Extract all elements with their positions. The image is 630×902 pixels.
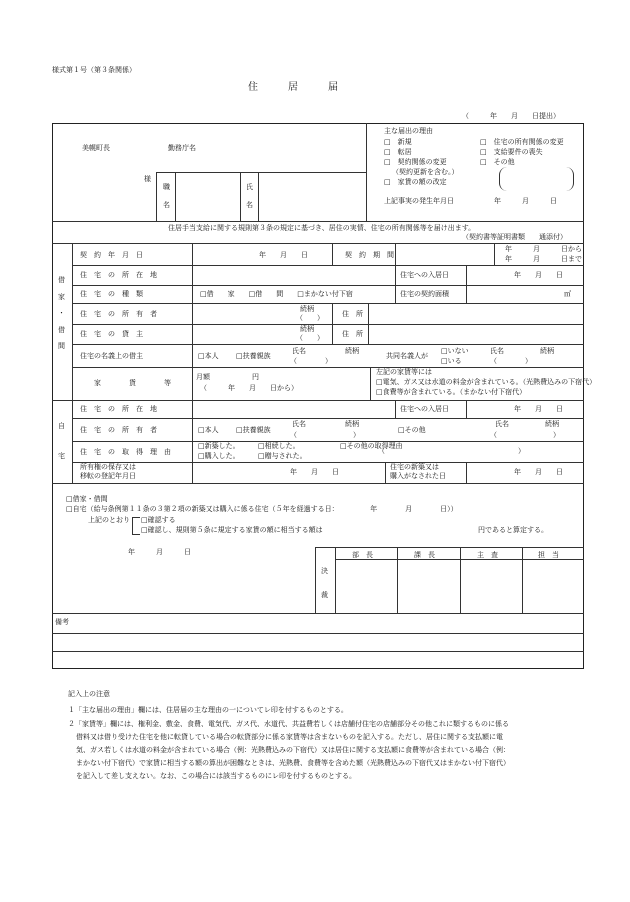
rent-side-4: 借	[58, 326, 65, 334]
kessai-1: 決	[321, 567, 328, 575]
type-options[interactable]: □借 家 □借 間 □まかない付下宿	[200, 290, 353, 298]
own-location-label: 住 宅 の 所 在 地	[80, 405, 157, 413]
own-side-1: 自	[58, 422, 65, 430]
rent-side-3: ・	[58, 309, 65, 317]
reason-new[interactable]: □ 新規	[384, 138, 412, 146]
reason-owner-change[interactable]: □ 住宅の所有関係の変更	[480, 138, 564, 146]
reason-contract-note: （契約更新を含む。）	[392, 168, 459, 176]
form-title: 住 居 届	[248, 82, 338, 93]
own-side-2: 宅	[58, 452, 65, 460]
monthly-amount[interactable]: 月額 円	[196, 373, 259, 381]
remarks-label: 備考	[55, 618, 69, 626]
reason-move[interactable]: □ 転居	[384, 148, 412, 156]
rent-side-2: 家	[58, 293, 65, 301]
period-to[interactable]: 年 月 日まで	[505, 255, 582, 263]
lessee-paren[interactable]: （ ）	[290, 357, 332, 365]
role-tanto: 担 当	[538, 551, 559, 559]
note-2b: 借料又は借り受けた住宅を他に転貸している場合の転貸部分に係る家賃等は含まないものを記入する。ただし、居住に関する支払額に電	[76, 733, 503, 741]
note-1: １「主な届出の理由」欄には、住居届の主な理由の一についてレ印を付するものとする。	[68, 706, 348, 714]
shi-label: 氏	[246, 183, 253, 191]
cotenant-none[interactable]: □いない	[441, 347, 469, 355]
check-yen: 円であると算定する。	[478, 526, 548, 534]
included-utilities[interactable]: □電気、ガス又は水道の料金が含まれている。（光熱費込みの下宿代）	[376, 378, 597, 386]
note-2c: 気、ガス若しくは水道の料金が含まれている場合（例：光熱費込みの下宿代）又は居住に関する支払額に食費等が含まれている場合（例：	[76, 746, 510, 754]
acq-other-paren[interactable]: （ ）	[378, 447, 525, 455]
contract-date-value[interactable]: 年 月 日	[259, 251, 308, 259]
own-owner-name-label: 氏名	[292, 420, 306, 428]
acq-gift[interactable]: □贈与された。	[258, 452, 307, 460]
own-owner-other-name: 氏名	[495, 420, 509, 428]
acq-new[interactable]: □新築した。	[198, 442, 240, 450]
check-date[interactable]: 年 月 日	[128, 548, 191, 556]
check-rent[interactable]: □借家・借間	[66, 495, 108, 503]
included-meals[interactable]: □食費等が含まれている。（まかない付下宿代）	[376, 388, 527, 396]
role-kacho: 課 長	[414, 551, 435, 559]
occur-date[interactable]: 年 月 日	[494, 197, 557, 205]
own-movein-date[interactable]: 年 月 日	[514, 405, 563, 413]
cotenant-label: 共同名義人が	[386, 352, 428, 360]
own-owner-self[interactable]: □本人	[198, 426, 219, 434]
mei2-label: 名	[246, 201, 253, 209]
lender-zokugara: 続柄	[300, 325, 314, 333]
acq-other[interactable]: □その他の取得理由	[340, 442, 403, 450]
contract-date-label: 契 約 年 月 日	[80, 251, 143, 259]
acq-label: 住 宅 の 取 得 理 由	[80, 448, 171, 456]
new-date[interactable]: 年 月 日	[514, 468, 563, 476]
own-owner-other-zoku: 続柄	[545, 420, 559, 428]
addressee: 美幌町長	[82, 144, 110, 152]
rent-side-1: 借	[58, 276, 65, 284]
form-number: 様式第１号（第３条関係）	[52, 66, 136, 74]
reason-title: 主な届出の理由	[384, 127, 433, 135]
new-label-2: 購入がなされた日	[390, 472, 446, 480]
sama-label: 様	[144, 175, 151, 183]
workplace-label: 勤務庁名	[168, 144, 196, 152]
rent-location-label: 住 宅 の 所 在 地	[80, 271, 157, 279]
reg-label-2: 移転の登記年月日	[80, 472, 136, 480]
note-2e: を記入して差し支えない。なお、この場合には該当するものにレ印を付するものとする。	[76, 772, 356, 780]
cotenant-paren[interactable]: （ ）	[490, 357, 532, 365]
lessee-zoku-label: 続柄	[345, 347, 359, 355]
notes-title: 記入上の注意	[68, 690, 110, 698]
rent-owner-label: 住 宅 の 所 有 者	[80, 310, 157, 318]
rent-movein-date[interactable]: 年 月 日	[514, 271, 563, 279]
rent-movein-label: 住宅への入居日	[400, 271, 449, 279]
role-bucho: 部 長	[352, 551, 373, 559]
acq-buy[interactable]: □購入した。	[198, 452, 240, 460]
own-owner-zoku-label: 続柄	[345, 420, 359, 428]
submit-date: （ 年 月 日提出）	[462, 112, 560, 120]
acq-inherit[interactable]: □相続した。	[258, 442, 300, 450]
rent-owner-address: 住 所	[342, 310, 363, 318]
check-confirm-calc[interactable]: □確認し、規則第５条に規定する家賃の額に相当する額は	[141, 526, 323, 534]
role-shusa: 主 査	[477, 551, 498, 559]
type-label: 住 宅 の 種 類	[80, 290, 143, 298]
reason-rent[interactable]: □ 家賃の額の改定	[384, 178, 447, 186]
own-movein-label: 住宅への入居日	[400, 405, 449, 413]
cotenant-exists[interactable]: □いる	[441, 357, 462, 365]
cotenant-name-label: 氏名	[490, 347, 504, 355]
lessee-self[interactable]: □本人	[198, 352, 219, 360]
kessai-2: 裁	[321, 591, 328, 599]
note-2d: まかない付下宿代）で家賃に相当する額の算出が困難なときは、光熱費、食費等を含めた額（光熱費込みの下宿代又はまかない付下宿代）	[76, 759, 510, 767]
lender-label: 住 宅 の 貸 主	[80, 330, 143, 338]
lessee-label: 住宅の名義上の借主	[80, 352, 143, 360]
monthly-from[interactable]: （ 年 月 日から）	[200, 384, 298, 392]
own-owner-family[interactable]: □扶養親族	[236, 426, 271, 434]
rent-owner-paren[interactable]: （ ）	[296, 314, 324, 322]
cert-note: （契約書等証明書類 通添付）	[462, 233, 567, 241]
other-bracket[interactable]	[499, 167, 574, 191]
reason-loss[interactable]: □ 支給要件の喪失	[480, 148, 543, 156]
lessee-family[interactable]: □扶養親族	[236, 352, 271, 360]
rent-side-5: 間	[58, 342, 65, 350]
own-owner-other[interactable]: □その他	[398, 426, 426, 434]
lender-paren[interactable]: （ ）	[296, 334, 324, 342]
reg-label-1: 所有権の保存又は	[80, 463, 136, 471]
check-as-above: 上記のとおり	[88, 516, 130, 524]
lessee-name-label: 氏名	[292, 347, 306, 355]
mei-label: 名	[163, 201, 170, 209]
reason-other[interactable]: □ その他	[480, 158, 515, 166]
rent-owner-zokugara: 続柄	[300, 305, 314, 313]
own-owner-label: 住 宅 の 所 有 者	[80, 426, 157, 434]
check-own[interactable]: □自宅（給与条例第１１条の３第２項の新築又は購入に係る住宅（５年を経過する日： 年 月 日））	[66, 505, 458, 513]
lender-address: 住 所	[342, 330, 363, 338]
area-unit: ㎡	[564, 290, 571, 298]
reason-contract[interactable]: □ 契約関係の変更	[384, 158, 447, 166]
check-confirm[interactable]: □確認する	[141, 516, 176, 524]
period-from[interactable]: 年 月 日から	[505, 245, 582, 253]
own-owner-other-paren[interactable]: （ ）	[490, 431, 560, 439]
reg-date[interactable]: 年 月 日	[290, 468, 339, 476]
rent-amount-label: 家 貨 等	[94, 379, 171, 387]
area-label: 住宅の契約面積	[400, 290, 449, 298]
included-title: 左記の家賃等には	[376, 368, 432, 376]
shoku-label: 職	[163, 183, 170, 191]
statement: 住居手当支給に関する規則第３条の規定に基づき、居住の実情、住宅の所有関係等を届け出ます。	[168, 224, 476, 232]
new-label-1: 住宅の新築又は	[390, 463, 439, 471]
occur-label: 上記事実の発生年月日	[384, 197, 454, 205]
note-2a: ２「家賃等」欄には、権利金、敷金、食費、電気代、ガス代、水道代、共益費若しくは店舗付住宅の店舗部分その他これに類するものに係る	[68, 720, 509, 728]
cotenant-zoku-label: 続柄	[540, 347, 554, 355]
confirm-bracket	[132, 517, 140, 535]
own-owner-paren[interactable]: （ ）	[290, 431, 360, 439]
contract-period-label: 契 約 期 間	[345, 251, 394, 259]
